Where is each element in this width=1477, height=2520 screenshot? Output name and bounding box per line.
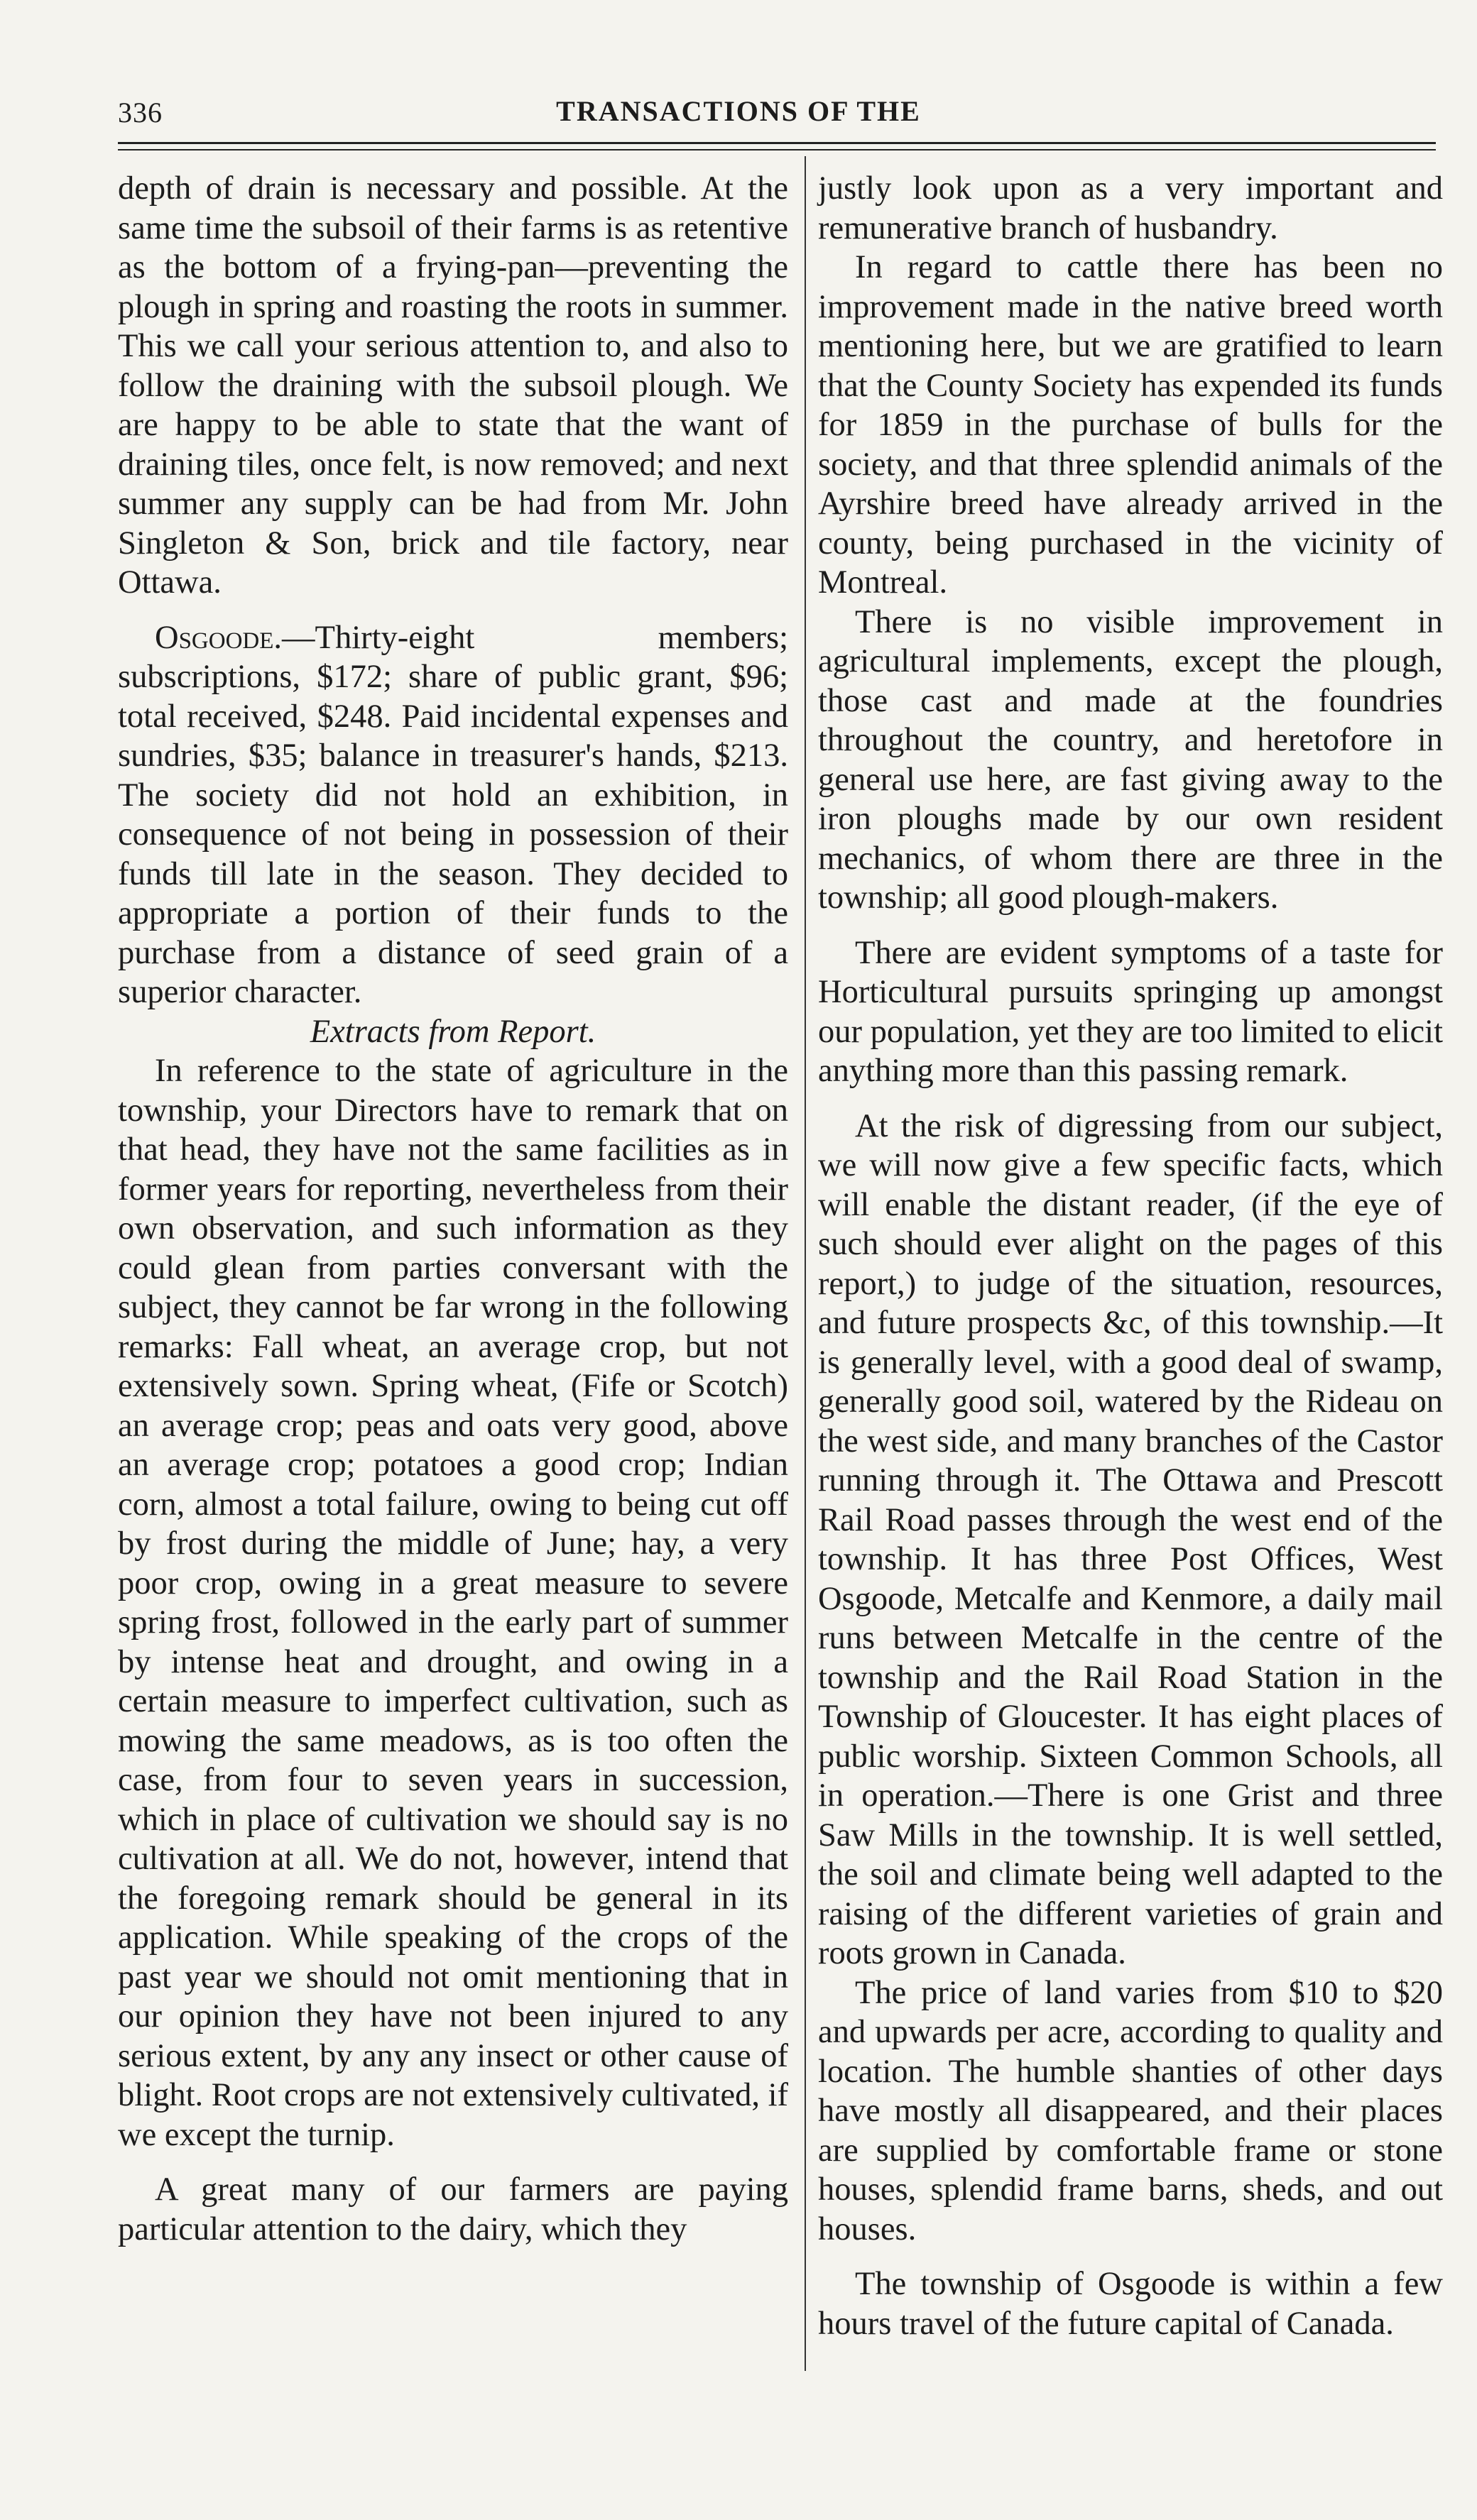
right-paragraph-4: There are evident symptoms of a taste for Horticultural pursuits springing up amongst our population, yet they are too limited to elicit anything more than this passing remark. [818,934,1443,1089]
header-rule [118,142,1436,144]
right-paragraph-3: There is no visible improvement in agricultural implements, except the plough, those cast and made at the foundries throughout the country, and heretofore in general use here, are fast giving away to the iron ploughs made by our own resident mechanics, of whom there are three in the township; all good plough-makers. [818,603,1443,916]
running-head: TRANSACTIONS OF THE [556,95,921,127]
section-name-osgoode: Osgoode. [155,619,283,656]
left-paragraph-4: A great many of our farmers are paying particular attention to the dairy, which they [118,2171,788,2247]
column-divider [805,156,806,2371]
left-paragraph-3: In reference to the state of agriculture in the township, your Directors have to remark that on that head, they have not the same facilities as in former years for reporting, nevertheless from their own observation, and such information as they could glean from parties conversant with the subject, they cannot be far wrong in the following remarks: Fall wheat, an average crop, but not extensively sown. Spring wheat, (Fife or Scotch) an average crop; peas and oats very good, above an average crop; potatoes a good crop; Indian corn, almost a total failure, owing to being cut off by frost during the middle of June; hay, a very poor crop, owing in a great measure to severe spring frost, followed in the early part of summer by intense heat and drought, and owing in a certain measure to imperfect cultivation, such as mowing the same meadows, as is too often the case, from four to seven years in succession, which in place of cultivation we should say is no cultivation at all. We do not, however, intend that the foregoing remark should be general in its application. While speaking of the crops of the past year we should not omit mentioning that in our opinion they have not been injured to any serious extent, by any any insect or other cause of blight. Root crops are not extensively cultivated, if we except the turnip. [118,1053,788,2153]
right-column [818,169,1443,2343]
right-paragraph-1: justly look upon as a very important and remunerative branch of husbandry. [818,170,1443,246]
extracts-subheading: Extracts from Report. [310,1013,596,1050]
right-paragraph-2: In regard to cattle there has been no improvement made in the native breed worth mentioning here, but we are gratified to learn that the County Society has expended its funds for 1859 in the purchase of bulls for the society, and that three splendid animals of the Ayrshire breed have already arrived in the county, being purchased in the vicinity of Montreal. [818,249,1443,601]
left-paragraph-osgoode [118,618,788,1012]
right-paragraph-7: The township of Osgoode is within a few hours travel of the future capital of Canada. [818,2266,1443,2342]
page-number: 336 [118,97,163,128]
left-column [118,169,788,2249]
right-paragraph-6: The price of land varies from $10 to $20 and upwards per acre, according to quality and location. The humble shanties of other days have mostly all disappeared, and their places are supplied by comfortable frame or stone houses, splendid frame barns, sheds, and out houses. [818,1974,1443,2247]
left-paragraph-1: depth of drain is necessary and possible. At the same time the subsoil of their farms is as retentive as the bottom of a frying-pan—preventing the plough in spring and roasting the roots in summer. This we call your serious attention to, and also to follow the draining with the subsoil plough. We are happy to be able to state that the want of draining tiles, once felt, is now removed; and next summer any supply can be had from Mr. John Singleton & Son, brick and tile factory, near Ottawa. [118,170,788,601]
header-rule-secondary [118,149,1436,150]
right-paragraph-5: At the risk of digressing from our subject, we will now give a few specific facts, which will enable the distant reader, (if the eye of such should ever alight on the pages of this report,) to judge of the situation, resources, and future prospects &c, of this township.—It is generally level, with a good deal of swamp, generally good soil, watered by the Rideau on the west side, and many branches of the Castor running through it. The Ottawa and Prescott Rail Road passes through the west end of the township. It has three Post Offices, West Osgoode, Metcalfe and Kenmore, a daily mail runs between Metcalfe in the centre of the township and the Rail Road Station in the Township of Gloucester. It has eight places of public worship. Sixteen Common Schools, all in operation.—There is one Grist and three Saw Mills in the township. It is well settled, the soil and climate being well adapted to the raising of the different varieties of grain and roots grown in Canada. [818,1107,1443,1971]
osgoode-summary: —Thirty-eight members; subscriptions, $172; share of public grant, $96; total received, $248. Paid incidental expenses and sundries, $35; balance in treasurer's hands, $213. The society did not hold an exhibition, in consequence of not being in possession of their funds till late in the season. They decided to appropriate a portion of their funds to the purchase from a distance of seed grain of a superior character. [118,619,788,1010]
